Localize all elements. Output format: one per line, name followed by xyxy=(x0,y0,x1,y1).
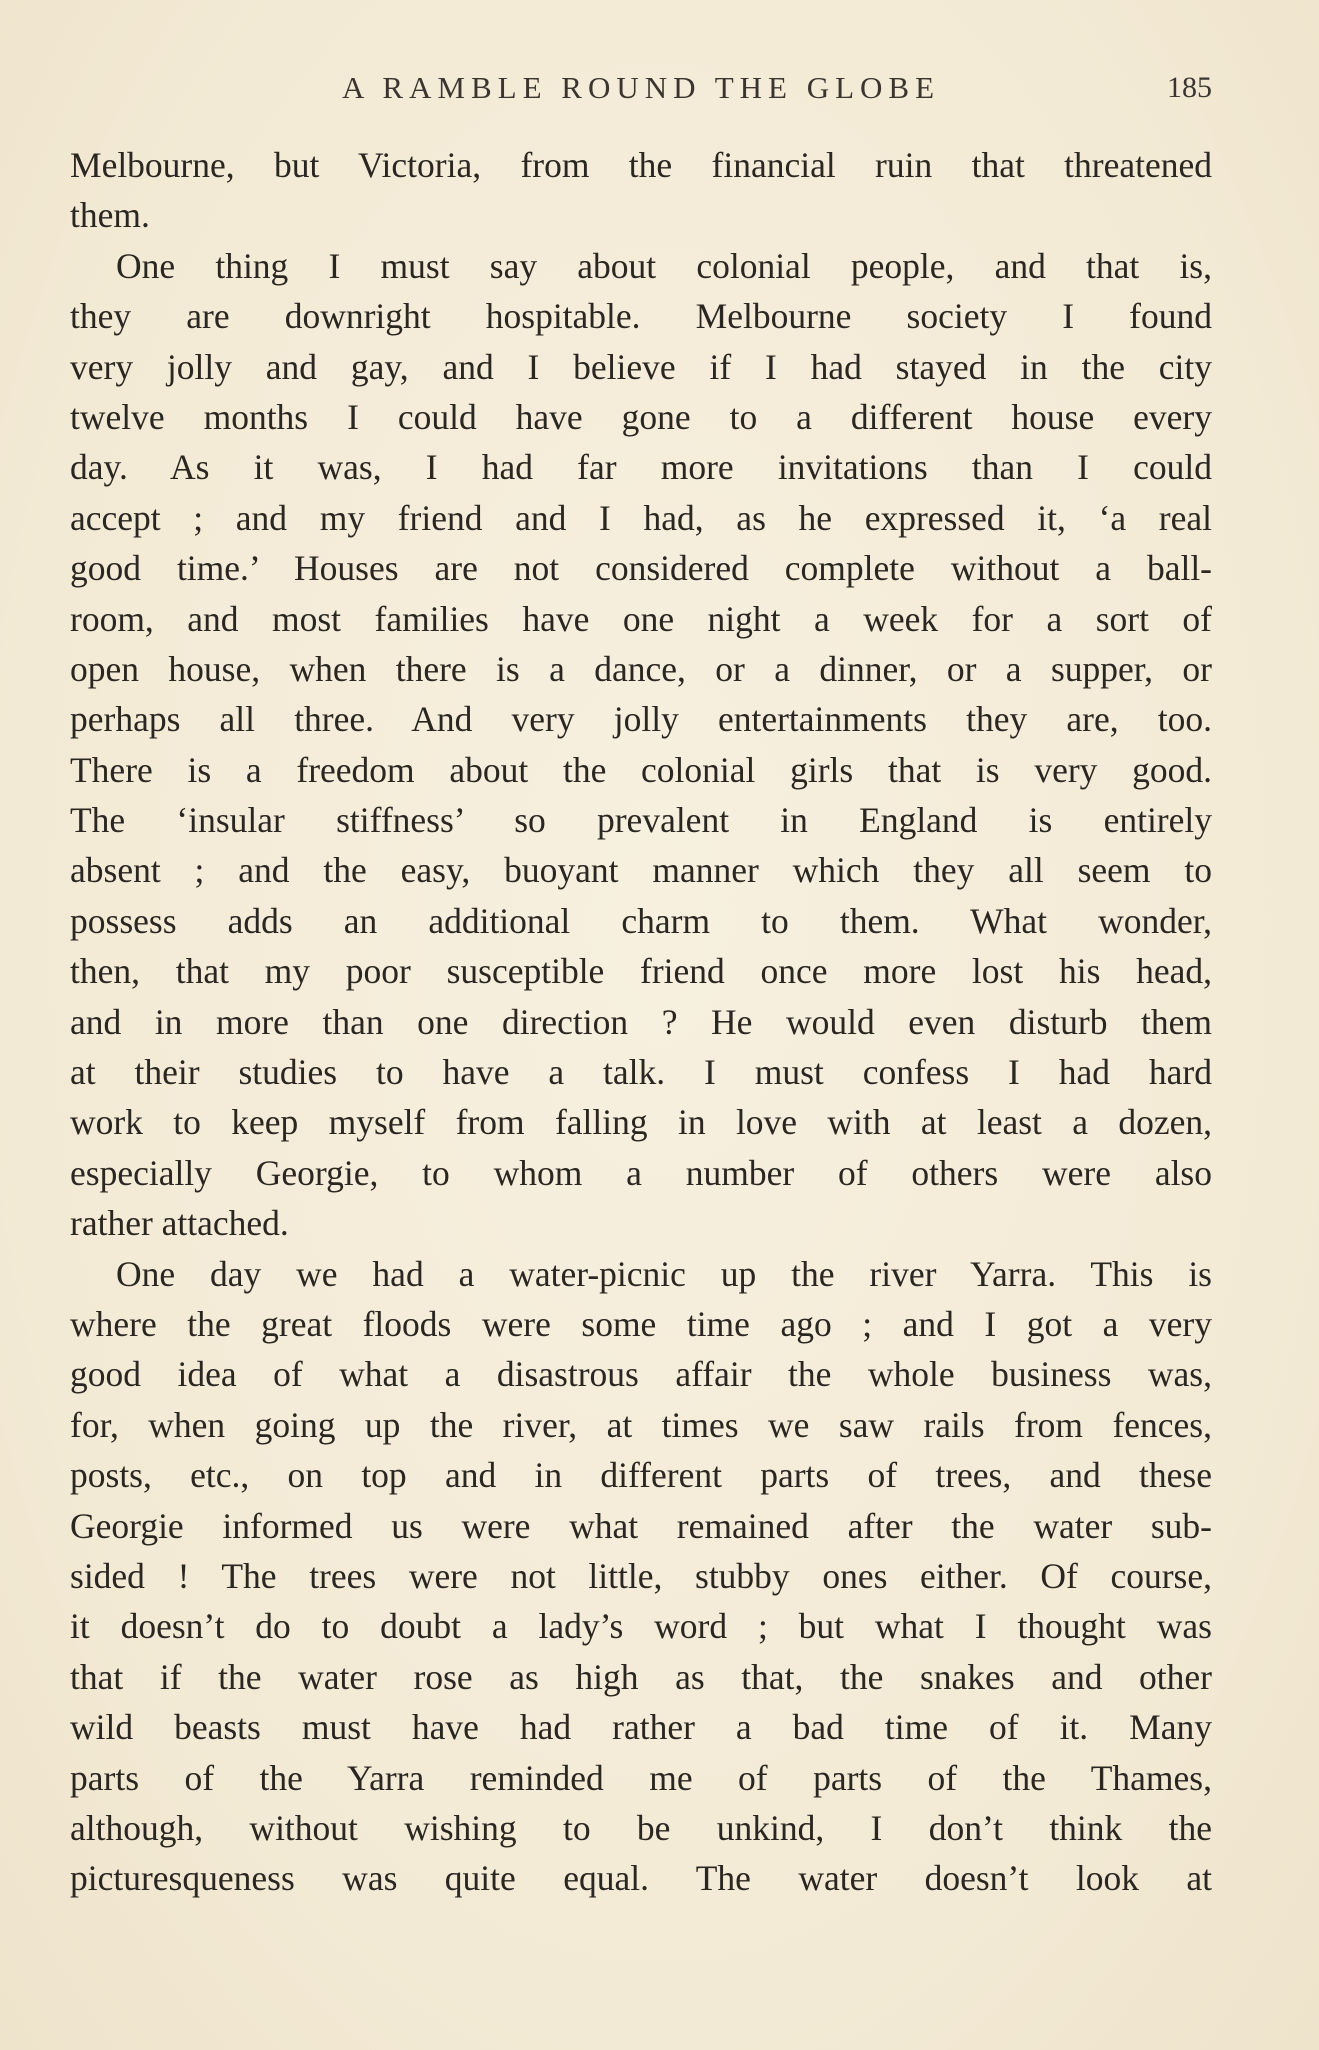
text-line: One day we had a water-picnic up the river Yarra. This is xyxy=(116,1253,1212,1294)
text-line: for, when going up the river, at times we saw rails from fences, xyxy=(70,1404,1212,1445)
text-line: There is a freedom about the colonial girls that is very good. xyxy=(70,749,1212,790)
text-line: and in more than one direction ? He would even disturb them xyxy=(70,1001,1212,1042)
text-line: work to keep myself from falling in love with at least a dozen, xyxy=(70,1102,1212,1143)
text-line: very jolly and gay, and I believe if I had stayed in the city xyxy=(70,346,1212,387)
text-line: then, that my poor susceptible friend once more lost his head, xyxy=(70,951,1212,992)
page-header xyxy=(70,66,1212,110)
text-line: they are downright hospitable. Melbourne society I found xyxy=(70,296,1212,337)
text-line: open house, when there is a dance, or a dinner, or a supper, or xyxy=(70,648,1212,689)
text-line: parts of the Yarra reminded me of parts of the Thames, xyxy=(70,1757,1212,1798)
text-line: especially Georgie, to whom a number of others were also xyxy=(70,1152,1212,1193)
text-line: wild beasts must have had rather a bad time of it. Many xyxy=(70,1707,1212,1748)
text-line: Georgie informed us were what remained after the water sub- xyxy=(70,1505,1212,1546)
running-title: A RAMBLE ROUND THE GLOBE xyxy=(341,70,941,105)
text-line: possess adds an additional charm to them. What wonder, xyxy=(70,900,1212,941)
text-line: at their studies to have a talk. I must confess I had hard xyxy=(70,1052,1212,1093)
page-number: 185 xyxy=(1167,71,1212,104)
text-line: absent ; and the easy, buoyant manner which they all seem to xyxy=(70,850,1212,891)
text-line: rather attached. xyxy=(70,1203,289,1244)
text-line: accept ; and my friend and I had, as he expressed it, ‘a real xyxy=(70,497,1212,538)
text-line: room, and most families have one night a week for a sort of xyxy=(70,598,1212,639)
text-line: that if the water rose as high as that, the snakes and other xyxy=(70,1656,1212,1697)
text-line: sided ! The trees were not little, stubby ones either. Of course, xyxy=(70,1555,1212,1596)
text-line: twelve months I could have gone to a different house every xyxy=(70,396,1212,437)
text-line: where the great floods were some time ago ; and I got a very xyxy=(70,1303,1212,1344)
text-line: One thing I must say about colonial people, and that is, xyxy=(116,245,1212,286)
text-line: day. As it was, I had far more invitations than I could xyxy=(70,447,1212,488)
text-line: The ‘insular stiffness’ so prevalent in England is entirely xyxy=(70,800,1212,841)
text-line: although, without wishing to be unkind, I don’t think the xyxy=(70,1807,1212,1848)
text-line: it doesn’t do to doubt a lady’s word ; but what I thought was xyxy=(70,1606,1212,1647)
text-line: good idea of what a disastrous affair the whole business was, xyxy=(70,1354,1212,1395)
text-line: picturesqueness was quite equal. The water doesn’t look at xyxy=(70,1858,1212,1899)
text-line: them. xyxy=(70,195,150,236)
text-line: Melbourne, but Victoria, from the financial ruin that threatened xyxy=(70,145,1212,185)
body-text xyxy=(70,140,1212,1904)
text-line: good time.’ Houses are not considered complete without a ball- xyxy=(70,548,1212,589)
text-line: perhaps all three. And very jolly entertainments they are, too. xyxy=(70,699,1212,740)
text-line: posts, etc., on top and in different parts of trees, and these xyxy=(70,1455,1212,1496)
